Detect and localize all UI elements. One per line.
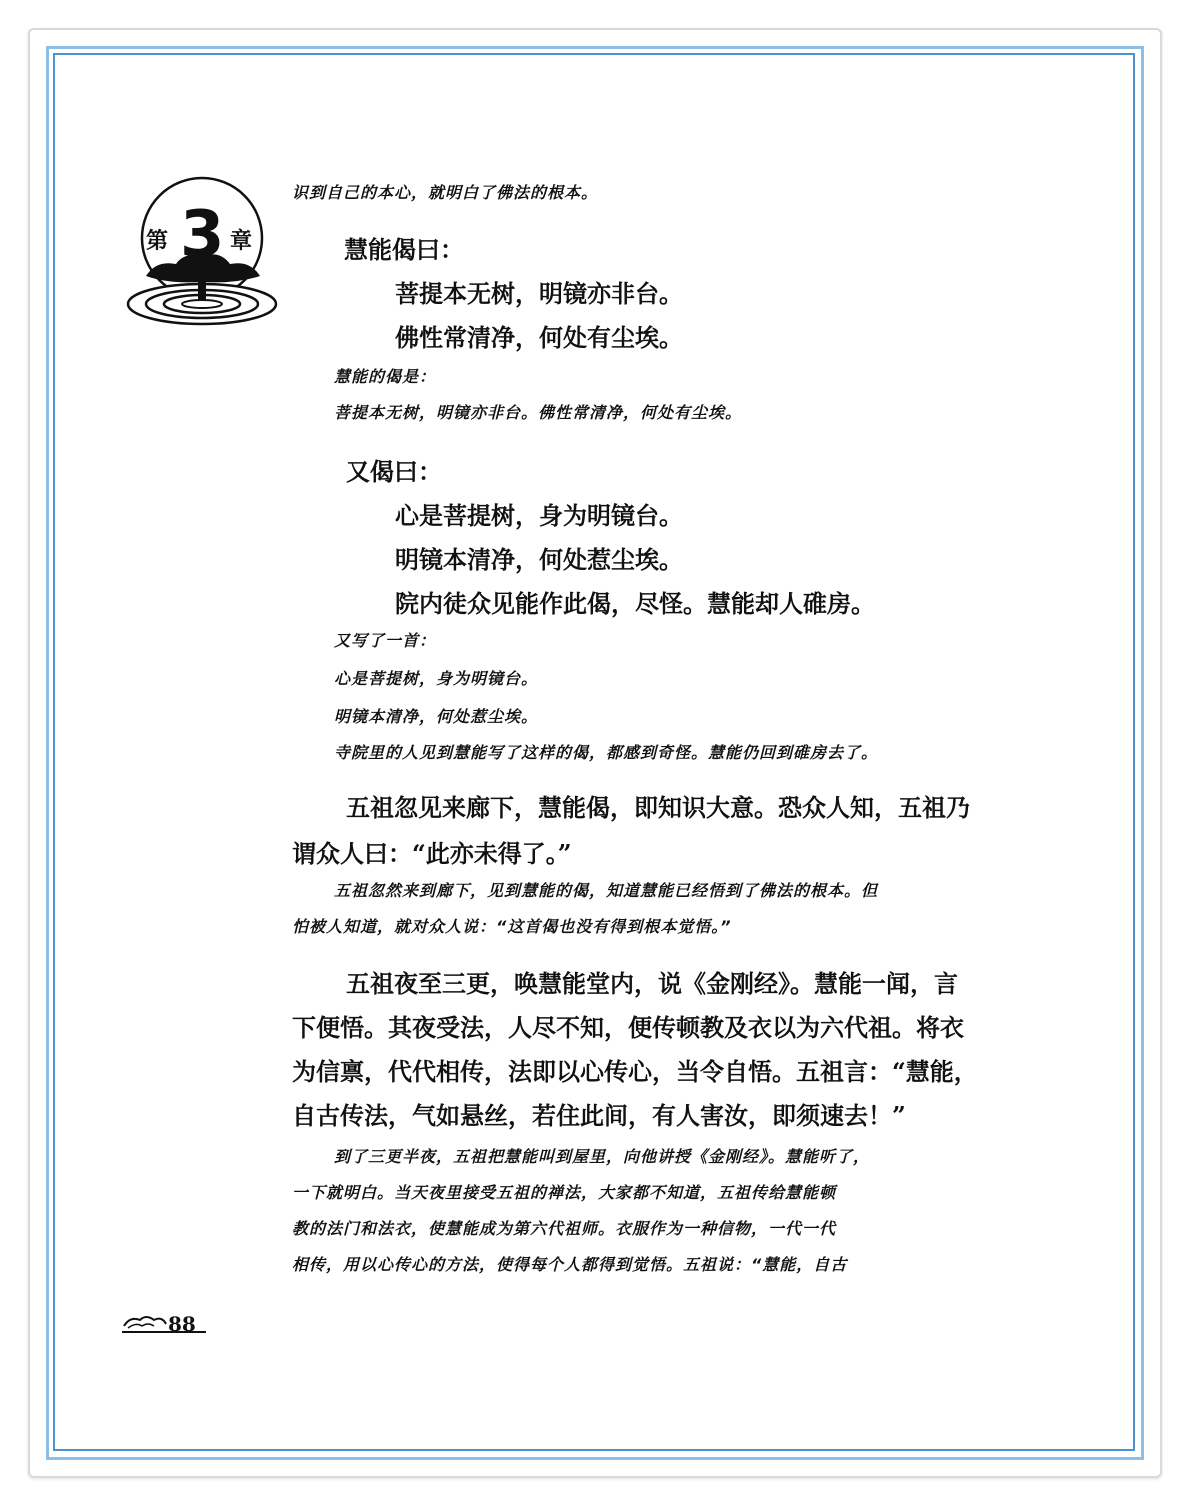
page-number-badge bbox=[120, 1310, 210, 1340]
translation-line: 寺院里的人见到慧能写了这样的偈，都感到奇怪。慧能仍回到碓房去了。 bbox=[334, 743, 879, 762]
translation-line: 教的法门和法衣，使慧能成为第六代祖师。衣服作为一种信物，一代一代 bbox=[292, 1219, 837, 1238]
translation-line: 五祖忽然来到廊下，见到慧能的偈，知道慧能已经悟到了佛法的根本。但 bbox=[334, 881, 879, 900]
original-line: 为信禀，代代相传，法即以心传心，当令自悟。五祖言：“慧能， bbox=[292, 1057, 978, 1086]
translation-line: 怕被人知道，就对众人说：“这首偈也没有得到根本觉悟。” bbox=[292, 917, 732, 936]
original-line: 五祖忽见来廊下，慧能偈，即知识大意。恐众人知，五祖乃 bbox=[346, 793, 970, 822]
original-line: 明镜本清净，何处惹尘埃。 bbox=[395, 545, 683, 574]
chapter-number: 3 bbox=[180, 198, 225, 272]
original-line: 谓众人曰：“此亦未得了。” bbox=[292, 839, 572, 868]
chapter-suffix: 章 bbox=[230, 228, 253, 254]
translation-line: 一下就明白。当天夜里接受五祖的禅法，大家都不知道，五祖传给慧能顿 bbox=[292, 1183, 837, 1202]
chapter-emblem-icon bbox=[126, 176, 286, 326]
translation-line: 慧能的偈是： bbox=[334, 367, 437, 386]
original-line: 心是菩提树，身为明镜台。 bbox=[395, 501, 683, 530]
translation-line: 又写了一首： bbox=[334, 631, 437, 650]
original-line: 院内徒众见能作此偈，尽怪。慧能却人碓房。 bbox=[395, 589, 875, 618]
page-number: 88 bbox=[168, 1312, 196, 1336]
original-line: 又偈曰： bbox=[346, 457, 442, 486]
translation-line: 相传，用以心传心的方法，使得每个人都得到觉悟。五祖说：“慧能，自古 bbox=[292, 1255, 848, 1274]
original-line: 佛性常清净，何处有尘埃。 bbox=[395, 323, 683, 352]
chapter-badge bbox=[126, 176, 286, 326]
translation-line: 菩提本无树，明镜亦非台。佛性常清净，何处有尘埃。 bbox=[334, 403, 743, 422]
original-line: 下便悟。其夜受法，人尽不知，便传顿教及衣以为六代祖。将衣 bbox=[292, 1013, 964, 1042]
cloud-swirl-icon bbox=[120, 1310, 210, 1340]
translation-line: 到了三更半夜，五祖把慧能叫到屋里，向他讲授《金刚经》。慧能听了， bbox=[334, 1147, 871, 1166]
original-line: 菩提本无树，明镜亦非台。 bbox=[395, 279, 683, 308]
translation-line: 明镜本清净，何处惹尘埃。 bbox=[334, 707, 539, 726]
original-line: 自古传法，气如悬丝，若住此间，有人害汝，即须速去！” bbox=[292, 1101, 906, 1130]
original-line: 五祖夜至三更，唤慧能堂内，说《金刚经》。慧能一闻，言 bbox=[346, 969, 958, 998]
translation-line: 心是菩提树，身为明镜台。 bbox=[334, 669, 539, 688]
original-line: 慧能偈曰： bbox=[344, 235, 464, 264]
chapter-prefix: 第 bbox=[146, 228, 169, 254]
translation-line: 识到自己的本心，就明白了佛法的根本。 bbox=[292, 183, 599, 202]
